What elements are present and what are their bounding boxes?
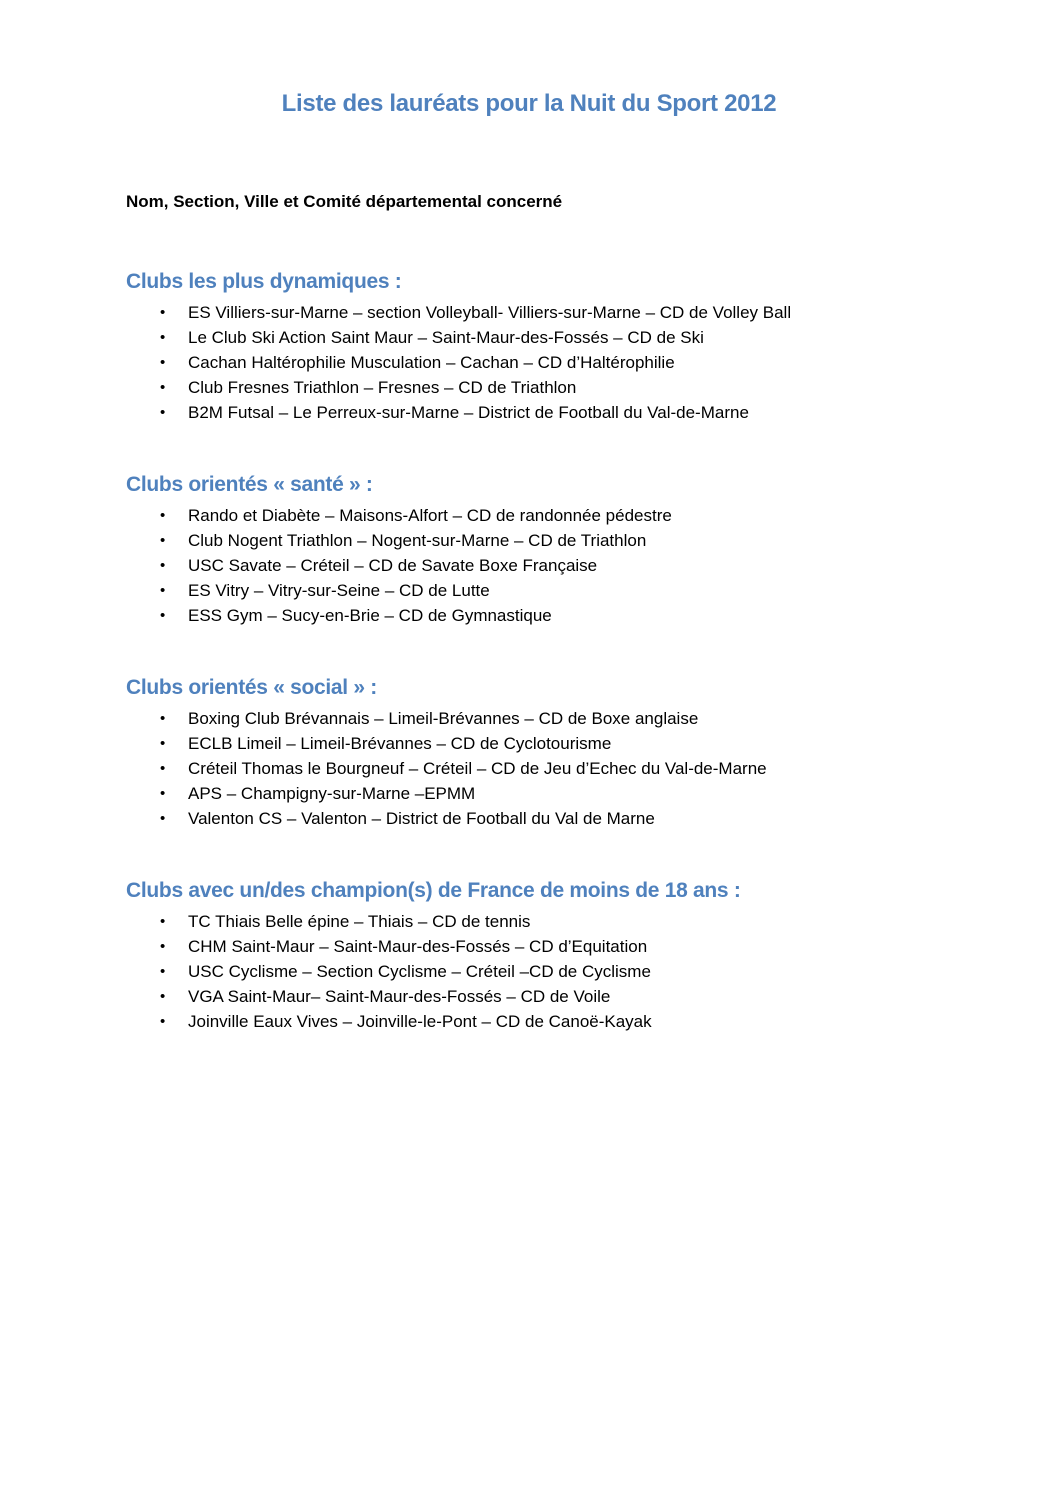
bullet-icon: • (160, 785, 166, 802)
section-heading: Clubs les plus dynamiques : (126, 270, 402, 293)
section-champion-clubs (126, 879, 946, 1034)
list-item-text: Rando et Diabète – Maisons-Alfort – CD de randonnée pédestre (188, 506, 672, 525)
bullet-icon: • (160, 1013, 166, 1030)
bullet-icon: • (160, 304, 166, 321)
bullet-icon: • (160, 507, 166, 524)
list-item-text: Créteil Thomas le Bourgneuf – Créteil – CD de Jeu d’Echec du Val-de-Marne (188, 759, 767, 778)
section-health-clubs (126, 473, 946, 628)
list-item (126, 781, 946, 806)
list-item-text: Cachan Haltérophilie Musculation – Cachan – CD d’Haltérophilie (188, 353, 675, 372)
list-item (126, 934, 946, 959)
section-social-clubs (126, 676, 946, 831)
list-item (126, 909, 946, 934)
bullet-icon: • (160, 963, 166, 980)
bullet-icon: • (160, 913, 166, 930)
bullet-icon: • (160, 557, 166, 574)
section-dynamic-clubs (126, 270, 946, 425)
bullet-icon: • (160, 760, 166, 777)
list-item-text: APS – Champigny-sur-Marne –EPMM (188, 784, 476, 803)
bullet-icon: • (160, 810, 166, 827)
bullet-icon: • (160, 329, 166, 346)
laureate-list (126, 503, 946, 628)
page-subtitle: Nom, Section, Ville et Comité départemental concerné (126, 192, 563, 211)
bullet-icon: • (160, 735, 166, 752)
list-item-text: Joinville Eaux Vives – Joinville-le-Pont – CD de Canoë-Kayak (188, 1012, 652, 1031)
bullet-icon: • (160, 582, 166, 599)
list-item-text: Boxing Club Brévannais – Limeil-Brévannes – CD de Boxe anglaise (188, 709, 699, 728)
list-item (126, 503, 946, 528)
list-item-text: Club Nogent Triathlon – Nogent-sur-Marne – CD de Triathlon (188, 531, 647, 550)
list-item (126, 375, 946, 400)
list-item-text: ES Villiers-sur-Marne – section Volleyball- Villiers-sur-Marne – CD de Volley Ball (188, 303, 792, 322)
list-item-text: USC Savate – Créteil – CD de Savate Boxe Française (188, 556, 598, 575)
list-item (126, 731, 946, 756)
bullet-icon: • (160, 988, 166, 1005)
section-heading: Clubs avec un/des champion(s) de France de moins de 18 ans : (126, 879, 741, 902)
laureate-list (126, 706, 946, 831)
list-item (126, 350, 946, 375)
list-item-text: B2M Futsal – Le Perreux-sur-Marne – District de Football du Val-de-Marne (188, 403, 749, 422)
list-item (126, 756, 946, 781)
bullet-icon: • (160, 404, 166, 421)
list-item-text: ESS Gym – Sucy-en-Brie – CD de Gymnastique (188, 606, 552, 625)
list-item-text: ES Vitry – Vitry-sur-Seine – CD de Lutte (188, 581, 490, 600)
list-item (126, 984, 946, 1009)
list-item (126, 706, 946, 731)
section-heading: Clubs orientés « social » : (126, 676, 377, 699)
page-title: Liste des lauréats pour la Nuit du Sport 2012 (281, 90, 777, 117)
laureate-list (126, 909, 946, 1034)
list-item (126, 300, 946, 325)
list-item (126, 603, 946, 628)
list-item (126, 553, 946, 578)
section-heading: Clubs orientés « santé » : (126, 473, 373, 496)
list-item-text: Club Fresnes Triathlon – Fresnes – CD de Triathlon (188, 378, 577, 397)
list-item (126, 528, 946, 553)
list-item (126, 325, 946, 350)
list-item-text: USC Cyclisme – Section Cyclisme – Créteil –CD de Cyclisme (188, 962, 651, 981)
list-item (126, 400, 946, 425)
bullet-icon: • (160, 938, 166, 955)
bullet-icon: • (160, 532, 166, 549)
list-item-text: TC Thiais Belle épine – Thiais – CD de tennis (188, 912, 531, 931)
list-item (126, 959, 946, 984)
list-item-text: VGA Saint-Maur– Saint-Maur-des-Fossés – CD de Voile (188, 987, 611, 1006)
list-item (126, 578, 946, 603)
list-item-text: CHM Saint-Maur – Saint-Maur-des-Fossés – CD d’Equitation (188, 937, 648, 956)
bullet-icon: • (160, 354, 166, 371)
list-item-text: Valenton CS – Valenton – District de Football du Val de Marne (188, 809, 655, 828)
list-item-text: ECLB Limeil – Limeil-Brévannes – CD de Cyclotourisme (188, 734, 612, 753)
list-item (126, 806, 946, 831)
laureate-list (126, 300, 946, 425)
list-item-text: Le Club Ski Action Saint Maur – Saint-Maur-des-Fossés – CD de Ski (188, 328, 704, 347)
bullet-icon: • (160, 379, 166, 396)
bullet-icon: • (160, 607, 166, 624)
list-item (126, 1009, 946, 1034)
bullet-icon: • (160, 710, 166, 727)
